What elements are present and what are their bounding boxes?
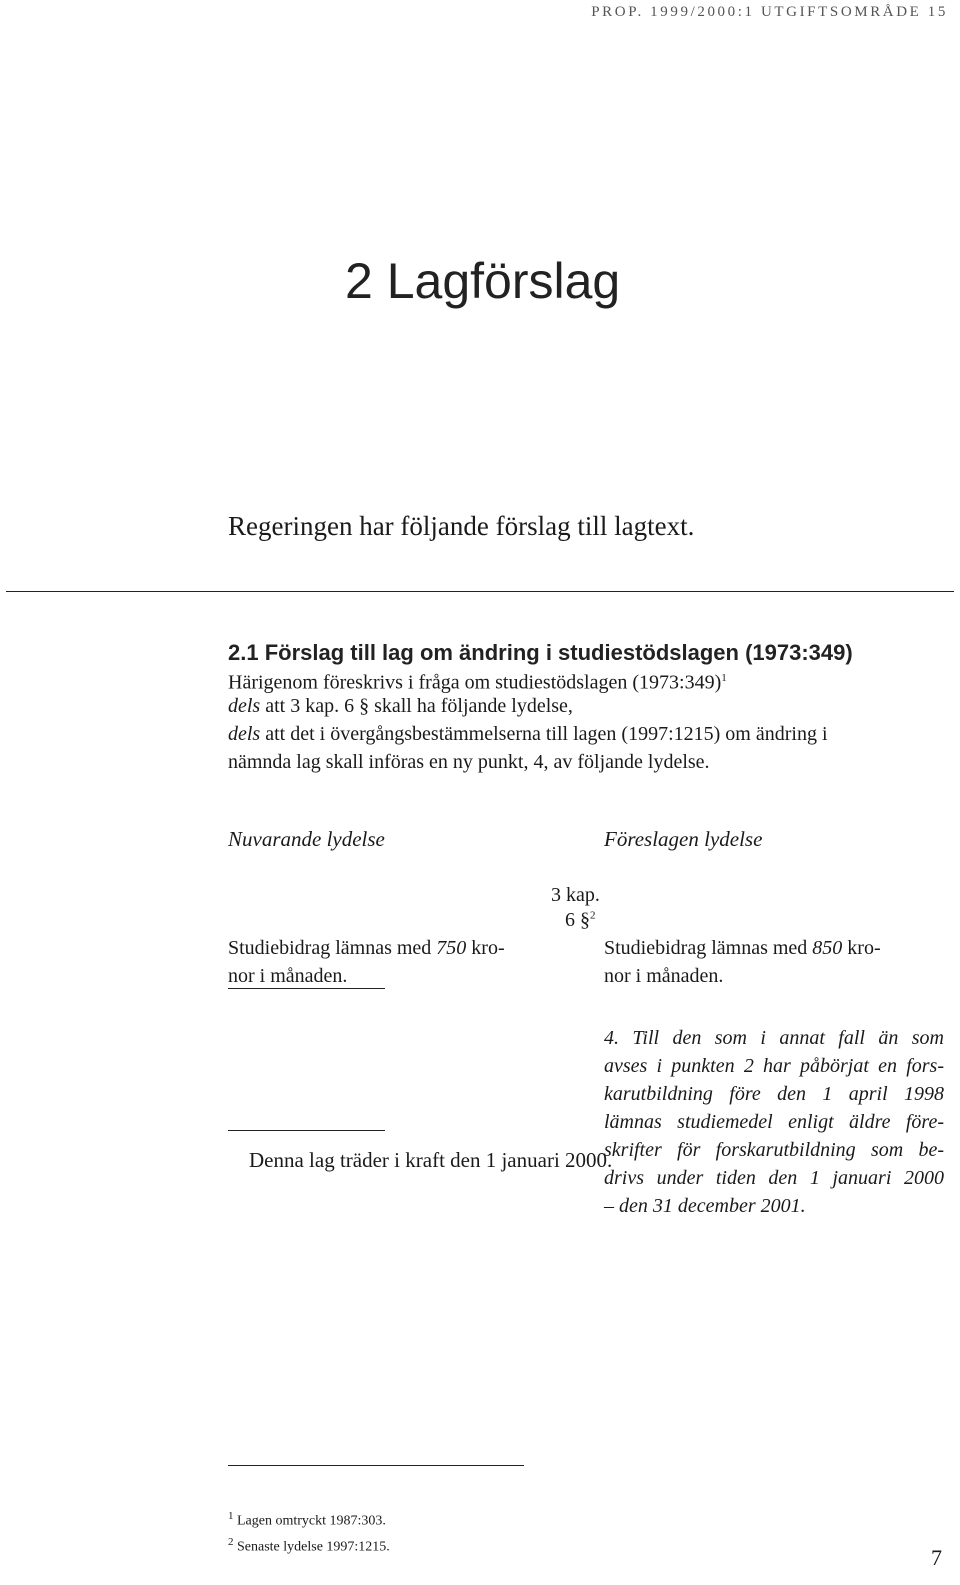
paragraph-label [565,909,596,932]
transitional-line: 4. Till den som i annat fall än som [604,1027,944,1049]
current-wording-text [228,934,505,990]
footnote-reference: 1 [721,672,727,684]
current-line-2: nor i månaden. [228,965,348,987]
current-line-1 [228,934,505,962]
preamble-line-4: nämnda lag skall införas en ny punkt, 4, av följande lydelse. [228,751,710,773]
short-rule [228,988,385,989]
transitional-line: lämnas studiemedel enligt äldre före- [604,1111,944,1133]
short-rule [228,1130,385,1131]
current-text: Studiebidrag lämnas med [228,937,437,959]
preamble-text: att det i övergångsbestämmelserna till lagen (1997:1215) om ändring i [260,723,828,745]
footnote-2 [228,1536,390,1556]
running-head: PROP. 1999/2000:1 UTGIFTSOMRÅDE 15 [591,4,948,20]
transitional-line: avses i punkten 2 har påbörjat en fors- [604,1055,944,1077]
proposed-text: Studiebidrag lämnas med [604,937,813,959]
preamble-dels: dels [228,723,261,745]
current-wording-heading: Nuvarande lydelse [228,827,385,851]
horizontal-rule [6,591,954,592]
proposed-line-1 [604,934,881,962]
preamble-text: Härigenom föreskrivs i fråga om studiestödslagen (1973:349) [228,671,722,694]
footnote-1 [228,1510,386,1530]
page-number: 7 [931,1545,942,1570]
footnote-text: Senaste lydelse 1997:1215. [237,1539,390,1555]
transitional-line: – den 31 december 2001. [604,1195,806,1217]
chapter-title: 2 Lagförslag [345,253,621,309]
footnote-text: Lagen omtryckt 1987:303. [237,1513,386,1529]
proposed-line-2: nor i månaden. [604,965,724,987]
current-amount: 750 [436,937,467,959]
section-heading: 2.1 Förslag till lag om ändring i studiestödslagen (1973:349) [228,640,853,665]
transitional-line: karutbildning före den 1 april 1998 [604,1083,944,1105]
footnote-mark: 1 [228,1510,234,1522]
proposed-wording-heading: Föreslagen lydelse [604,827,763,851]
footnote-rule [228,1465,524,1466]
preamble-line-3 [228,720,828,748]
transitional-provision [604,1024,944,1220]
transitional-line: skrifter för forskarutbildning som be- [604,1139,944,1161]
preamble-dels: dels [228,695,261,717]
current-text: kro- [466,937,505,959]
footnote-mark: 2 [228,1536,234,1548]
entry-into-force: Denna lag träder i kraft den 1 januari 2000. [249,1148,613,1172]
paragraph-number: 6 § [565,909,590,931]
chapter-label: 3 kap. [551,884,600,906]
footnote-reference: 2 [590,909,596,922]
transitional-line: drivs under tiden den 1 januari 2000 [604,1167,944,1189]
intro-text: Regeringen har följande förslag till lagtext. [228,511,695,541]
preamble-text: att 3 kap. 6 § skall ha följande lydelse, [260,695,573,717]
preamble-line-2 [228,692,573,720]
proposed-wording-text [604,934,881,990]
proposed-amount: 850 [812,937,843,959]
proposed-text: kro- [842,937,881,959]
